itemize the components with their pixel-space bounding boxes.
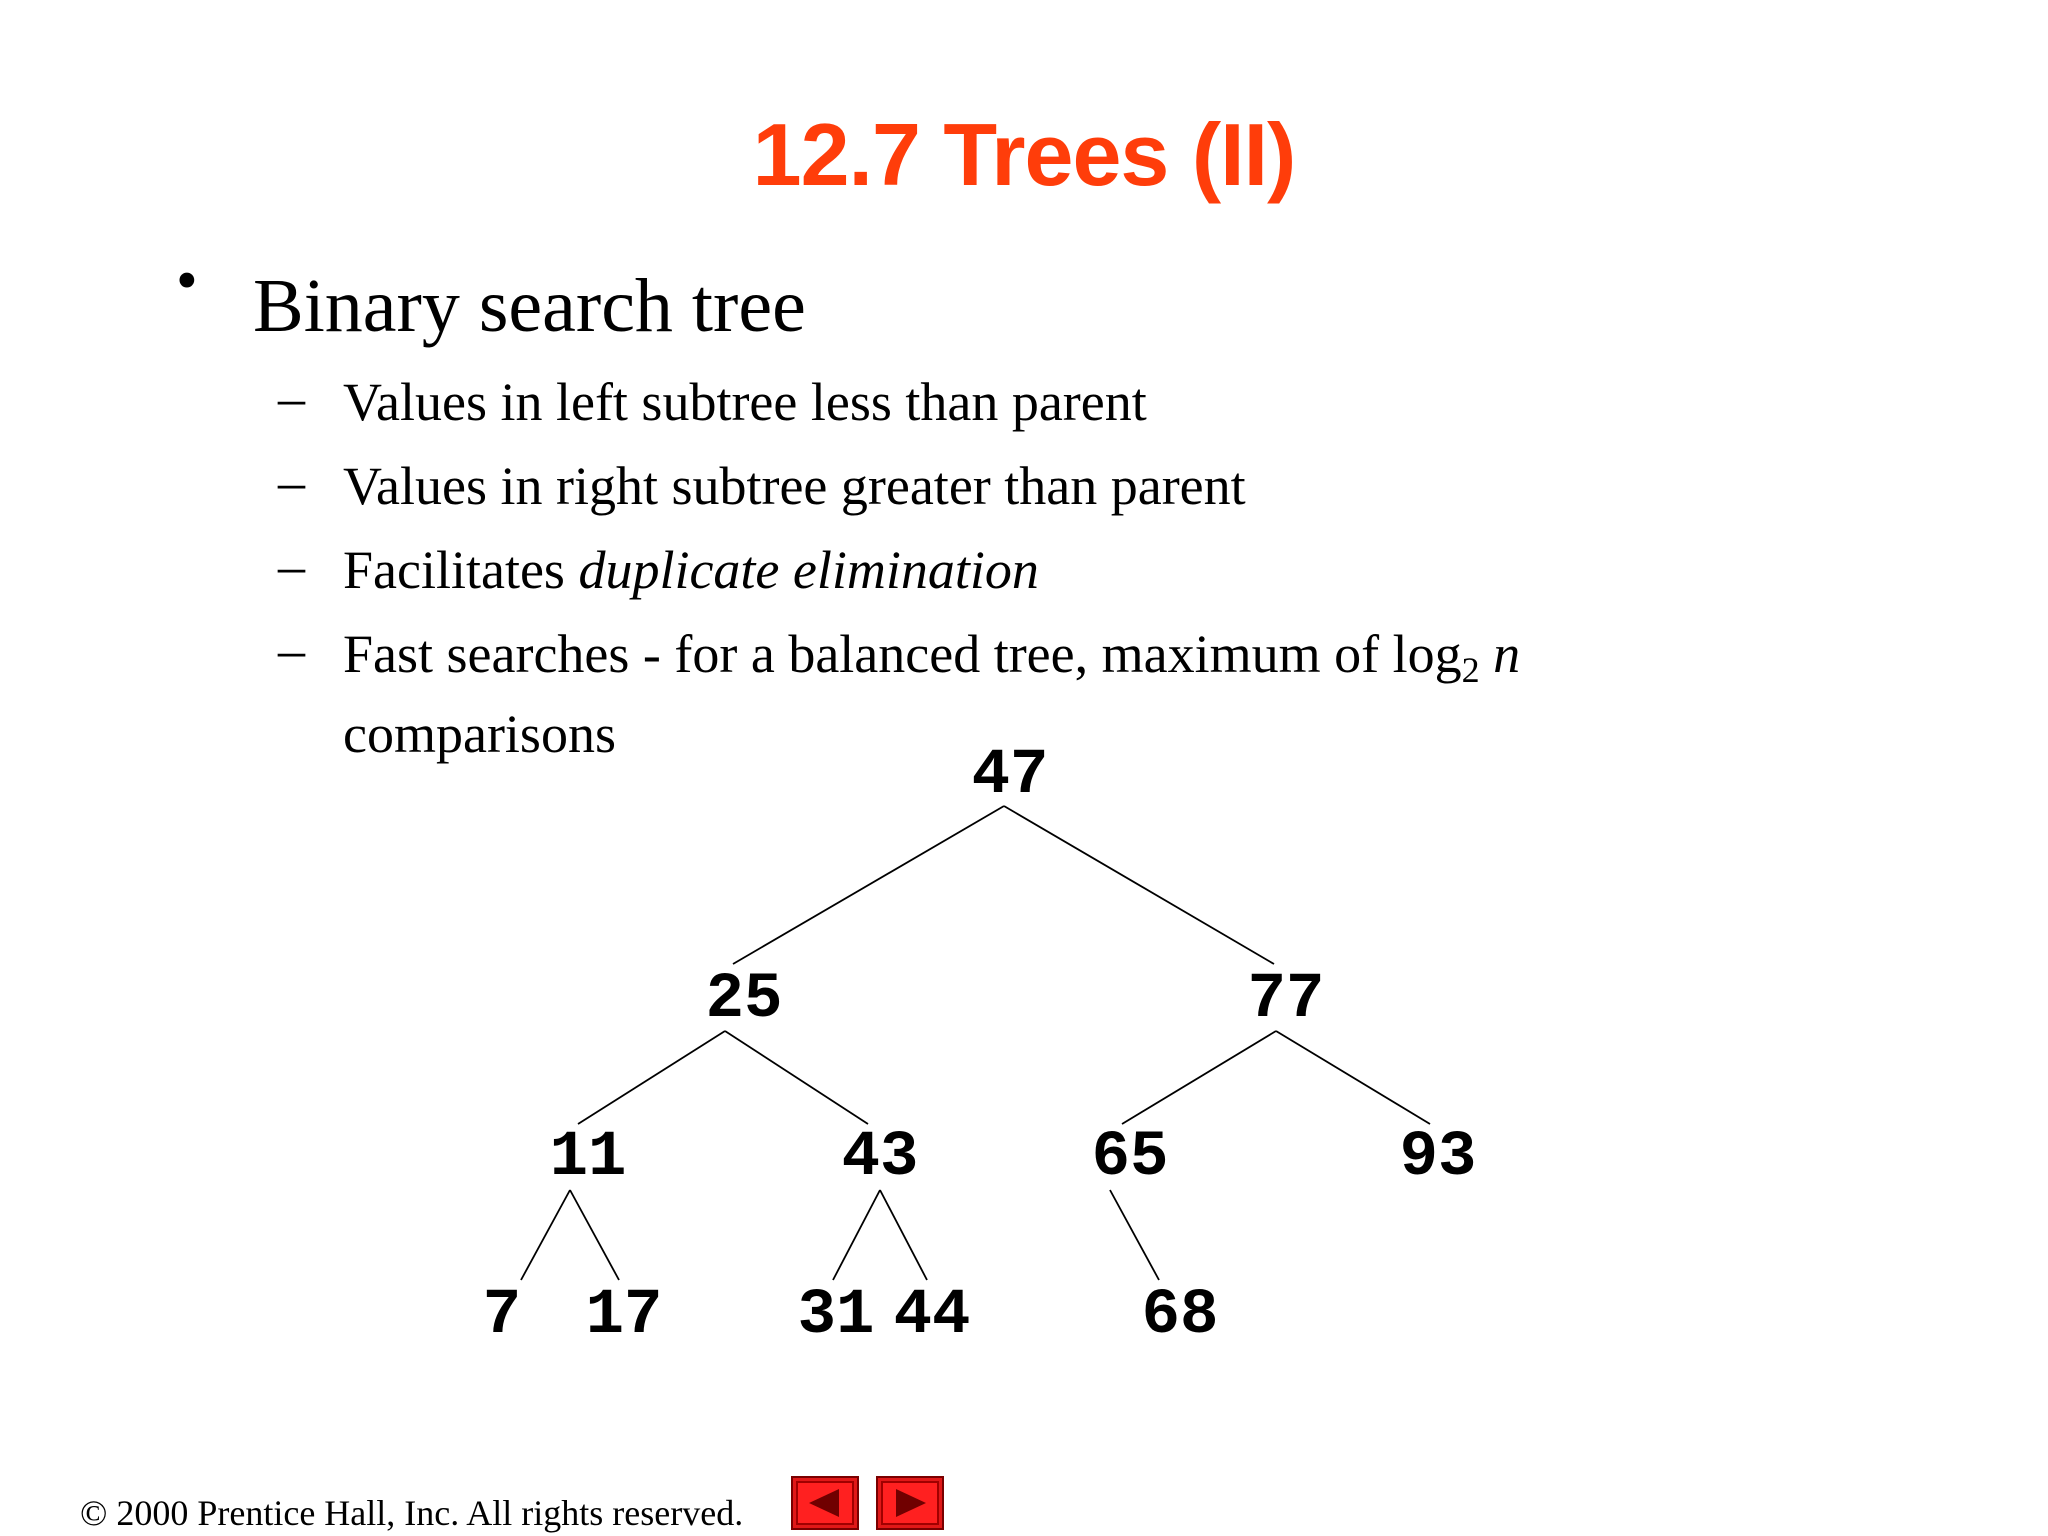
tree-node-17: 17 <box>585 1280 663 1352</box>
tree-edge-77-93 <box>1276 1031 1430 1124</box>
slide-title: 12.7 Trees (II) <box>752 105 1296 204</box>
sub-point-4-italic: n <box>1479 624 1521 684</box>
tree-edge-43-44 <box>880 1190 927 1280</box>
bullet-icon: • <box>176 247 198 315</box>
tree-node-77: 77 <box>1247 964 1325 1036</box>
sub-point-4-subscript: 2 <box>1461 650 1480 690</box>
tree-node-65: 65 <box>1091 1122 1169 1194</box>
tree-node-7: 7 <box>482 1280 522 1352</box>
tree-node-68: 68 <box>1141 1280 1219 1352</box>
dash-icon: – <box>278 620 305 680</box>
tree-edge-25-11 <box>578 1031 725 1124</box>
tree-edge-25-43 <box>725 1031 868 1124</box>
right-arrow-icon <box>878 1478 942 1528</box>
sub-point-4-text: Fast searches - for a balanced tree, maximum of log <box>343 624 1462 684</box>
dash-icon: – <box>278 452 305 512</box>
tree-edge-11-17 <box>570 1190 619 1280</box>
left-arrow-icon <box>793 1478 857 1528</box>
tree-node-43: 43 <box>841 1122 919 1194</box>
sub-point-4-line2: comparisons <box>343 704 616 764</box>
tree-edge-11-7 <box>521 1190 570 1280</box>
sub-point-1: Values in left subtree less than parent <box>343 372 1147 432</box>
sub-point-2: Values in right subtree greater than parent <box>343 456 1246 516</box>
tree-edge-65-68 <box>1110 1190 1159 1280</box>
main-point: Binary search tree <box>253 264 806 348</box>
tree-node-93: 93 <box>1399 1122 1477 1194</box>
tree-edge-77-65 <box>1122 1031 1276 1124</box>
tree-node-31: 31 <box>797 1280 875 1352</box>
copyright-footer: © 2000 Prentice Hall, Inc. All rights reserved. <box>80 1493 744 1533</box>
dash-icon: – <box>278 536 305 596</box>
tree-edge-43-31 <box>833 1190 880 1280</box>
dash-icon: – <box>278 368 305 428</box>
tree-node-44: 44 <box>893 1280 971 1352</box>
tree-node-47: 47 <box>971 740 1049 812</box>
previous-slide-button[interactable] <box>791 1476 859 1530</box>
tree-edge-47-77 <box>1004 806 1274 964</box>
tree-node-11: 11 <box>549 1122 627 1194</box>
tree-node-25: 25 <box>705 964 783 1036</box>
tree-edges <box>521 806 1430 1280</box>
sub-point-3-italic: duplicate elimination <box>578 540 1039 600</box>
next-slide-button[interactable] <box>876 1476 944 1530</box>
tree-edge-47-25 <box>733 806 1004 964</box>
tree-nodes <box>483 740 1477 1352</box>
sub-point-3-text: Facilitates <box>343 540 579 600</box>
